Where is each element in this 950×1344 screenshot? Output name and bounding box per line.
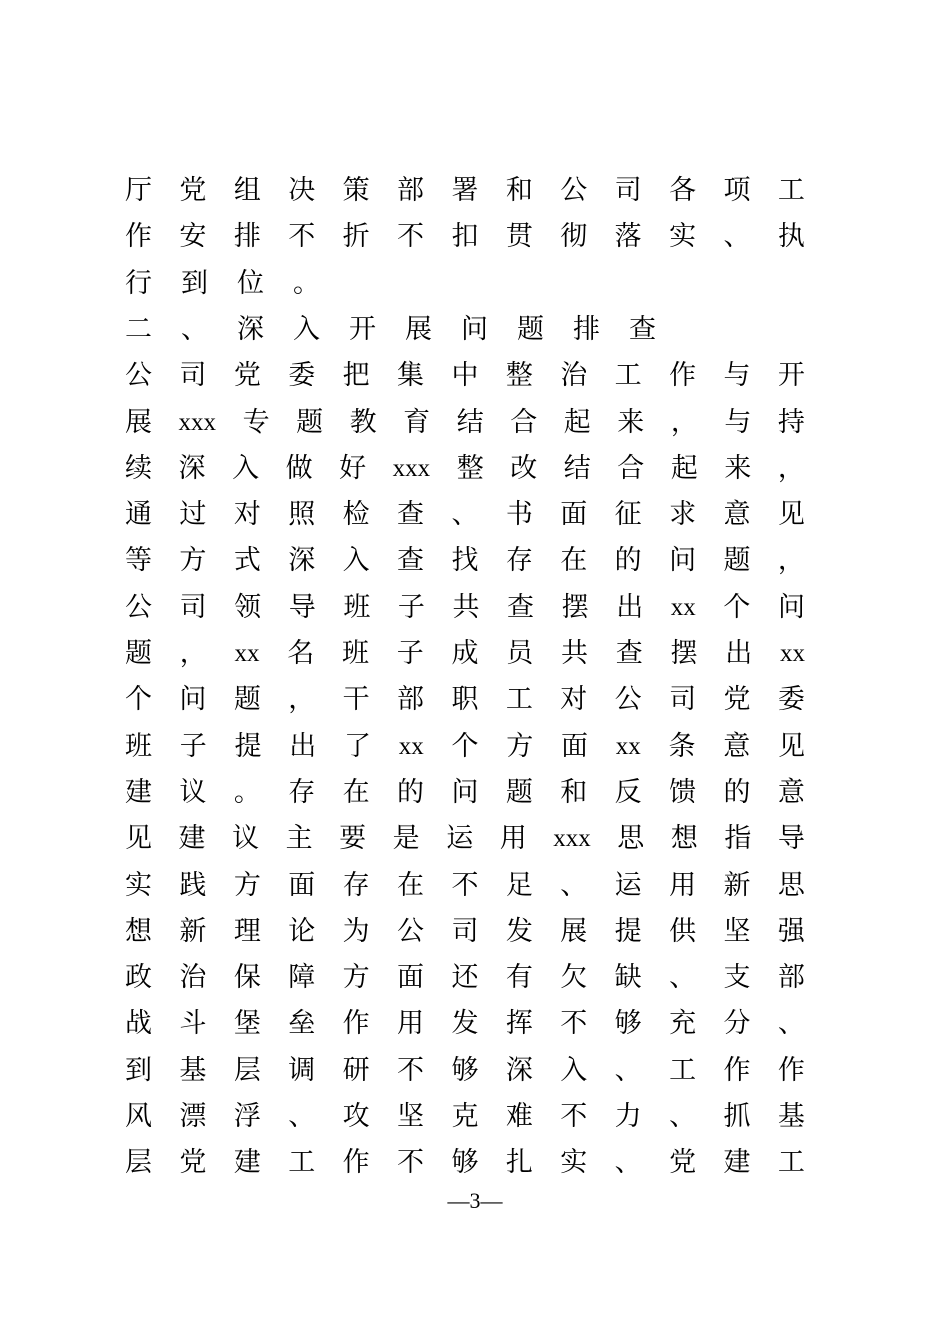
text-token: 分 [723,1008,751,1039]
text-line [125,1097,805,1137]
text-token: 够 [614,1008,642,1039]
text-token: 。 [233,777,261,808]
text-token: 位 [237,268,264,299]
text-token: 实 [669,221,697,252]
text-token: 不 [397,1147,425,1178]
text-token: 展 [560,916,588,947]
text-token: 建 [233,1147,261,1178]
text-token: 治 [560,360,588,391]
text-token: 方 [342,962,370,993]
text-line [125,171,805,211]
text-line [125,495,805,535]
text-line [125,264,805,304]
text-token: 的 [614,545,642,576]
text-token: 用 [397,1008,425,1039]
text-token: 落 [614,221,642,252]
text-token: 查 [397,499,425,530]
text-token: 建 [125,777,152,808]
text-token: 、 [669,962,697,993]
text-token: 司 [179,360,207,391]
text-token: 个 [451,731,479,762]
text-token: 馈 [669,777,697,808]
text-token: 题 [723,545,751,576]
text-token: 检 [342,499,370,530]
text-token: 层 [125,1147,152,1178]
text-token: 有 [505,962,533,993]
text-token: 排 [573,314,600,345]
text-token: 与 [723,360,751,391]
text-token: 干 [342,684,370,715]
text-token: 发 [451,1008,479,1039]
text-line [125,310,805,350]
text-token: 名 [287,638,315,669]
text-token: 展 [405,314,432,345]
text-token: 工 [505,684,533,715]
text-token: 到 [125,1055,152,1086]
text-token: 是 [392,823,420,854]
text-token: 二 [125,314,152,345]
text-token: 建 [723,1147,751,1178]
text-token: 、 [560,870,588,901]
text-token: 入 [560,1055,588,1086]
text-token: 导 [288,592,316,623]
text-token: 研 [342,1055,370,1086]
text-token: 作 [342,1147,370,1178]
text-token: 工 [288,1147,316,1178]
text-token: 面 [561,731,588,762]
text-token: 入 [232,453,260,484]
text-token: 等 [125,545,152,576]
text-token: 议 [232,823,260,854]
text-token: 续 [125,453,152,484]
text-token: 工 [614,360,642,391]
text-token: 作 [125,221,152,252]
text-token: 意 [723,731,751,762]
text-token: 层 [233,1055,261,1086]
text-token: 不 [397,1055,425,1086]
text-token: 、 [723,221,751,252]
text-token: 、 [181,314,208,345]
text-token: 摆 [670,638,698,669]
text-token: 司 [669,684,697,715]
text-token: 见 [777,499,805,530]
text-token: 深 [237,314,264,345]
text-token: 论 [288,916,316,947]
text-token: 、 [451,499,479,530]
text-token: 治 [179,962,207,993]
text-token: 到 [181,268,208,299]
text-token: 折 [342,221,370,252]
text-token: 克 [451,1101,479,1132]
text-token: 育 [403,407,431,438]
text-token: xx [615,733,641,760]
text-token: 书 [505,499,533,530]
text-token: 。 [293,268,320,299]
text-token: 障 [288,962,316,993]
text-line [125,680,805,720]
text-token: 党 [233,360,261,391]
text-token: 意 [777,777,805,808]
text-token: 在 [560,545,588,576]
text-token: 出 [725,638,753,669]
text-token: 员 [506,638,534,669]
text-token: 和 [505,175,533,206]
text-token: 深 [505,1055,533,1086]
text-token: 起 [670,453,698,484]
text-token: 出 [616,592,644,623]
text-token: 够 [451,1055,479,1086]
text-token: 用 [499,823,527,854]
text-token: ， [777,453,805,484]
text-token: 领 [234,592,262,623]
text-token: 司 [179,592,207,623]
text-token: 思 [777,870,805,901]
text-token: 整 [456,453,484,484]
text-token: 委 [288,360,316,391]
text-token: 查 [615,638,643,669]
text-token: 共 [452,592,480,623]
text-token: 中 [451,360,479,391]
text-token: 把 [342,360,370,391]
text-token: 厅 [125,175,152,206]
text-token: 运 [614,870,642,901]
text-token: 问 [179,684,207,715]
text-token: 专 [242,407,270,438]
text-token: 和 [560,777,588,808]
text-token: 部 [397,684,425,715]
text-token: 实 [560,1147,588,1178]
text-token: xxx [553,825,591,852]
text-token: 议 [179,777,207,808]
text-token: 实 [125,870,152,901]
text-token: 、 [614,1147,642,1178]
text-token: 查 [629,314,656,345]
text-token: 建 [178,823,206,854]
text-token: 难 [505,1101,533,1132]
text-token: 开 [777,360,805,391]
text-token: 成 [451,638,479,669]
text-token: 结 [563,453,591,484]
text-token: 展 [125,407,152,438]
text-token: 项 [723,175,751,206]
text-token: 整 [505,360,533,391]
text-token: 题 [505,777,533,808]
text-token: 问 [461,314,488,345]
text-token: 强 [777,916,805,947]
text-token: 深 [178,453,206,484]
text-token: 好 [339,453,367,484]
text-token: 起 [563,407,591,438]
text-token: 扎 [505,1147,533,1178]
text-token: 子 [397,592,425,623]
text-token: 子 [179,731,207,762]
text-token: 个 [723,592,751,623]
text-token: xx [234,640,260,667]
text-token: 的 [723,777,751,808]
text-token: 集 [397,360,425,391]
text-token: 用 [669,870,697,901]
text-token: 出 [289,731,317,762]
text-token: 合 [510,407,538,438]
text-token: 、 [669,1101,697,1132]
text-token: ， [670,407,698,438]
text-line [125,634,805,674]
text-token: 班 [342,638,369,669]
text-token: 开 [349,314,376,345]
text-token: 子 [396,638,424,669]
text-token: 思 [617,823,645,854]
text-token: 见 [125,823,152,854]
text-token: 垒 [288,1008,316,1039]
text-token: 通 [125,499,152,530]
text-token: xxx [392,455,431,482]
text-token: 彻 [560,221,588,252]
text-token: 、 [777,1008,805,1039]
text-token: 党 [179,175,207,206]
text-token: 组 [233,175,261,206]
text-token: 党 [669,1147,697,1178]
text-token: 坚 [397,1101,425,1132]
text-token: 过 [179,499,207,530]
text-token: 教 [349,407,377,438]
text-token: 题 [125,638,152,669]
text-line [125,819,805,859]
text-token: ， [288,684,316,715]
text-token: 班 [343,592,371,623]
text-token: 充 [669,1008,697,1039]
text-token: 、 [288,1101,316,1132]
text-token: 条 [668,731,696,762]
text-token: 持 [777,407,805,438]
text-token: 部 [777,962,805,993]
text-token: 浮 [233,1101,261,1132]
text-token: 作 [669,360,697,391]
text-token: 欠 [560,962,588,993]
text-token: 面 [397,962,425,993]
text-token: 理 [233,916,261,947]
text-token: 题 [233,684,261,715]
text-token: 了 [344,731,371,762]
text-token: 工 [777,175,805,206]
text-line [125,958,805,998]
text-token: 风 [125,1101,152,1132]
text-token: 不 [451,870,479,901]
text-token: 入 [342,545,370,576]
text-token: 堡 [233,1008,261,1039]
text-token: 对 [233,499,261,530]
text-token: 征 [614,499,642,530]
text-token: 公 [125,360,152,391]
text-token: 指 [724,823,752,854]
text-token: 各 [669,175,697,206]
text-token: 共 [561,638,588,669]
text-token: 求 [669,499,697,530]
text-token: 存 [505,545,533,576]
text-token: 入 [293,314,320,345]
text-token: 为 [342,916,370,947]
text-token: 缺 [614,962,642,993]
text-token: 存 [342,870,370,901]
text-token: 摆 [561,592,589,623]
text-token: 力 [614,1101,642,1132]
text-token: 供 [669,916,697,947]
text-token: 公 [397,916,425,947]
text-token: 基 [777,1101,805,1132]
text-line [125,727,805,767]
text-token: 支 [723,962,751,993]
text-token: 司 [451,916,479,947]
text-token: 提 [234,731,262,762]
text-token: 做 [285,453,313,484]
text-token: 方 [233,870,261,901]
text-token: 政 [125,962,152,993]
text-token: 改 [510,453,538,484]
text-token: 决 [288,175,316,206]
text-token: 题 [517,314,544,345]
text-token: 结 [456,407,484,438]
text-token: 公 [614,684,642,715]
text-token: 策 [342,175,370,206]
text-token: 职 [451,684,479,715]
text-line [125,449,805,489]
text-token: 面 [560,499,588,530]
text-token: 查 [507,592,535,623]
text-token: 运 [446,823,474,854]
text-token: ， [777,545,805,576]
text-token: 践 [179,870,207,901]
text-token: 、 [614,1055,642,1086]
text-token: 见 [778,731,805,762]
text-token: 工 [777,1147,805,1178]
text-token: 坚 [723,916,751,947]
text-line [125,217,805,257]
text-token: 不 [560,1008,588,1039]
text-token: 与 [724,407,752,438]
text-token: 战 [125,1008,152,1039]
text-token: 新 [179,916,207,947]
text-token: 题 [296,407,324,438]
text-token: 不 [397,221,425,252]
text-token: 作 [723,1055,751,1086]
text-token: 问 [669,545,697,576]
text-token: 式 [233,545,261,576]
text-token: 漂 [179,1101,207,1132]
text-token: 斗 [179,1008,207,1039]
text-token: xxx [178,409,217,436]
text-line [125,541,805,581]
text-token: 来 [617,407,645,438]
text-token: 想 [125,916,152,947]
text-token: 找 [451,545,479,576]
text-token: 新 [723,870,751,901]
text-token: xx [670,594,696,621]
text-token: 存 [288,777,316,808]
text-line [125,1143,805,1183]
text-token: 照 [288,499,316,530]
text-line [125,403,805,443]
text-token: 还 [451,962,479,993]
text-token: 部 [397,175,425,206]
text-token: 抓 [723,1101,751,1132]
text-token: 保 [233,962,261,993]
text-token: 主 [285,823,313,854]
text-token: 不 [288,221,316,252]
text-token: 意 [723,499,751,530]
text-token: 方 [179,545,207,576]
text-token: 党 [179,1147,207,1178]
text-token: xx [780,640,805,667]
text-line [125,1051,805,1091]
text-token: 问 [777,592,805,623]
text-token: xx [398,733,424,760]
text-token: 提 [614,916,642,947]
text-token: 在 [397,870,425,901]
text-token: 个 [125,684,152,715]
text-token: 足 [505,870,533,901]
text-token: 调 [288,1055,316,1086]
text-token: 公 [560,175,588,206]
text-token: 基 [179,1055,207,1086]
text-token: 查 [397,545,425,576]
text-token: 安 [179,221,207,252]
text-token: 执 [777,221,805,252]
text-token: 司 [614,175,642,206]
text-line [125,1004,805,1044]
text-token: 攻 [342,1101,370,1132]
page-number: —3— [447,1188,503,1213]
text-line [125,866,805,906]
text-token: 党 [723,684,751,715]
text-token: 排 [233,221,261,252]
text-line [125,773,805,813]
text-token: 作 [777,1055,805,1086]
text-token: 作 [342,1008,370,1039]
text-token: 想 [670,823,698,854]
text-token: 扣 [451,221,479,252]
text-token: 面 [288,870,316,901]
text-token: 够 [451,1147,479,1178]
text-token: 来 [724,453,752,484]
text-token: 合 [617,453,645,484]
text-token: 方 [506,731,534,762]
text-token: 在 [342,777,370,808]
text-token: ， [179,638,207,669]
text-token: 要 [339,823,367,854]
text-token: 导 [777,823,805,854]
text-token: 对 [560,684,588,715]
text-token: 问 [451,777,479,808]
text-token: 深 [288,545,316,576]
text-token: 不 [560,1101,588,1132]
text-token: 发 [505,916,533,947]
text-line [125,912,805,952]
text-token: 署 [451,175,479,206]
text-token: 公 [125,592,152,623]
text-token: 贯 [505,221,533,252]
text-token: 行 [125,268,152,299]
text-token: 工 [669,1055,697,1086]
text-token: 的 [397,777,425,808]
text-token: 班 [125,731,152,762]
text-token: 挥 [505,1008,533,1039]
text-token: 反 [614,777,642,808]
text-line [125,356,805,396]
text-token: 委 [777,684,805,715]
text-line [125,588,805,628]
